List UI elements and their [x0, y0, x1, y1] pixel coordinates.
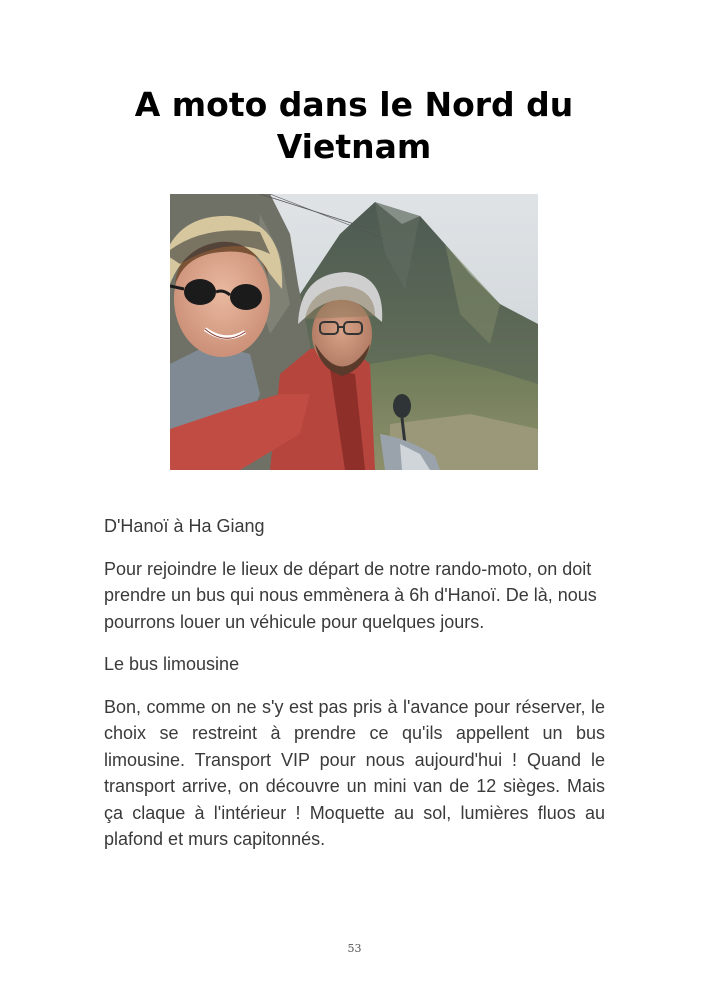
section-heading-hanoi: D'Hanoï à Ha Giang — [104, 516, 265, 536]
section-heading-bus: Le bus limousine — [104, 654, 240, 674]
article-body — [104, 513, 605, 869]
page-number: 53 — [347, 942, 362, 955]
page-title: A moto dans le Nord du Vietnam — [134, 85, 574, 166]
selfie-photo-icon — [170, 194, 538, 470]
paragraph-intro: Pour rejoindre le lieux de départ de notre rando-moto, on doit prendre un bus qui nous emmènera à 6h d'Hanoï. De là, nous pourrons louer un véhicule pour quelques jours. — [104, 558, 597, 632]
paragraph-bus: Bon, comme on ne s'y est pas pris à l'avance pour réserver, le choix se restreint à prendre ce qu'ils appellent un bus limousine. Transport VIP pour nous aujourd'hui ! Quand le transport arrive, on découvre un mini van de 12 sièges. Mais ça claque à l'intérieur ! Moquette au sol, lumières fluos au plafond et murs capitonnés. — [104, 696, 605, 849]
